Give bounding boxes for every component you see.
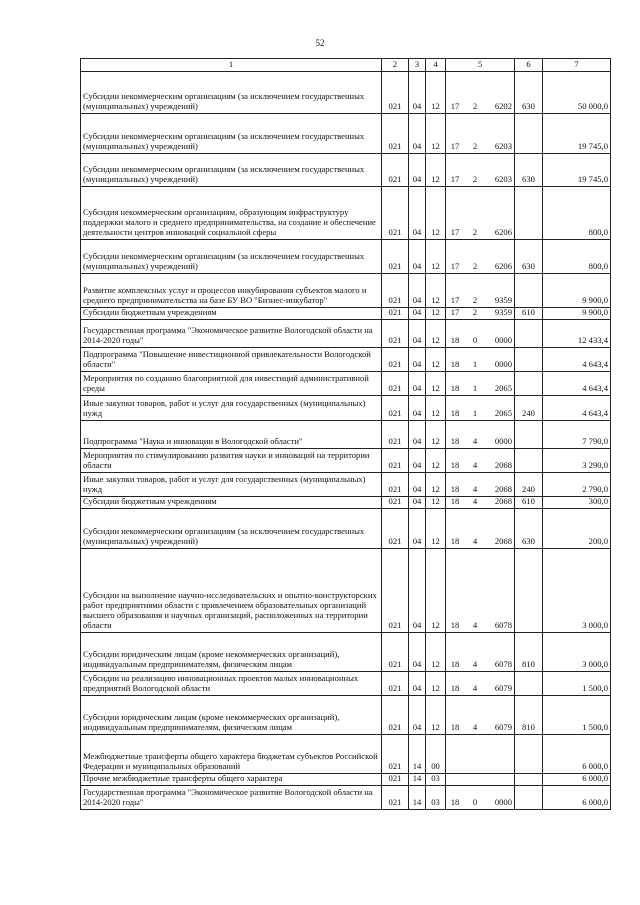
subprogram-code: 0: [472, 335, 478, 346]
table-row: [81, 348, 611, 372]
expense-type-cell: [515, 372, 543, 396]
subsection-code-cell: 12: [426, 497, 446, 509]
subprogram-code: 4: [472, 436, 478, 447]
admin-code-cell: 021: [382, 473, 409, 497]
subprogram-code: 1: [472, 408, 478, 419]
table-row: [81, 773, 611, 785]
budget-table: [80, 58, 611, 810]
target-article-cell: [446, 72, 515, 114]
subprogram-code: 4: [472, 659, 478, 669]
expense-type-cell: [515, 187, 543, 240]
subprogram-code: 1: [472, 359, 478, 370]
admin-code-cell: 021: [382, 274, 409, 308]
direction-code: 2068: [494, 496, 512, 506]
header-cell: 6: [515, 59, 543, 72]
direction-code: 6079: [494, 683, 512, 693]
admin-code-cell: 021: [382, 72, 409, 114]
section-code-cell: 04: [409, 671, 426, 695]
amount-cell: 200,0: [543, 508, 611, 548]
admin-code-cell: 021: [382, 114, 409, 154]
program-code: 18: [450, 335, 460, 346]
target-article-cell: [446, 308, 515, 320]
amount-cell: 3 000,0: [543, 632, 611, 671]
program-code: 17: [450, 141, 460, 152]
subsection-code-cell: 12: [426, 695, 446, 734]
target-article-cell: [446, 348, 515, 372]
expense-type-cell: 810: [515, 632, 543, 671]
row-name-cell: Субсидии некоммерческим организациям (за исключением государственных (муниципальных) учреждений): [81, 240, 382, 274]
table-header-row: [81, 59, 611, 72]
section-code-cell: 04: [409, 240, 426, 274]
row-name-cell: Межбюджетные трансферты общего характера бюджетам субъектов Российской Федерации и муниципальных образований: [81, 734, 382, 773]
program-code: 18: [450, 359, 460, 370]
expense-type-cell: [515, 320, 543, 348]
subsection-code-cell: 12: [426, 187, 446, 240]
header-cell: 2: [382, 59, 409, 72]
subprogram-code: 4: [472, 683, 478, 693]
section-code-cell: 04: [409, 72, 426, 114]
section-code-cell: 04: [409, 632, 426, 671]
target-article-cell: [446, 695, 515, 734]
direction-code: 0000: [494, 796, 512, 807]
table-row: [81, 695, 611, 734]
direction-code: 6202: [494, 101, 512, 112]
admin-code-cell: 021: [382, 548, 409, 632]
amount-cell: 9 900,0: [543, 274, 611, 308]
target-article-cell: [446, 773, 515, 785]
subsection-code-cell: 12: [426, 421, 446, 449]
program-code: 18: [450, 408, 460, 419]
row-name-cell: Субсидии юридическим лицам (кроме некоммерческих организаций), индивидуальным предпринимателям, физическим лицам: [81, 695, 382, 734]
page-number: 52: [315, 38, 325, 48]
section-code-cell: 04: [409, 449, 426, 473]
target-article-cell: [446, 421, 515, 449]
direction-code: 0000: [494, 335, 512, 346]
section-code-cell: 04: [409, 154, 426, 187]
direction-code: 6206: [494, 261, 512, 272]
direction-code: 0000: [494, 359, 512, 370]
amount-cell: 19 745,0: [543, 114, 611, 154]
target-article-cell: [446, 449, 515, 473]
table-row: [81, 396, 611, 421]
row-name-cell: Развитие комплексных услуг и процессов инкубирования субъектов малого и среднего предпринимательства на базе БУ ВО "Бизнес-инкубатор": [81, 274, 382, 308]
row-name-cell: Субсидии некоммерческим организациям (за исключением государственных (муниципальных) учреждений): [81, 114, 382, 154]
subsection-code-cell: 12: [426, 396, 446, 421]
expense-type-cell: 810: [515, 695, 543, 734]
expense-type-cell: [515, 114, 543, 154]
target-article-cell: [446, 320, 515, 348]
target-article-cell: [446, 497, 515, 509]
row-name-cell: Субсидии некоммерческим организациям (за исключением государственных (муниципальных) учреждений): [81, 72, 382, 114]
expense-type-cell: 240: [515, 473, 543, 497]
direction-code: 0000: [494, 436, 512, 447]
amount-cell: 12 433,4: [543, 320, 611, 348]
amount-cell: 6 000,0: [543, 773, 611, 785]
program-code: 18: [450, 659, 460, 669]
target-article-cell: [446, 508, 515, 548]
program-code: 18: [450, 484, 460, 495]
subsection-code-cell: 12: [426, 671, 446, 695]
admin-code-cell: 021: [382, 632, 409, 671]
row-name-cell: Подпрограмма "Наука и инновации в Вологодской области": [81, 421, 382, 449]
program-code: 18: [450, 436, 460, 447]
table-body: [81, 72, 611, 810]
amount-cell: 19 745,0: [543, 154, 611, 187]
admin-code-cell: 021: [382, 695, 409, 734]
table-row: [81, 734, 611, 773]
section-code-cell: 04: [409, 320, 426, 348]
subprogram-code: 0: [472, 796, 478, 807]
target-article-cell: [446, 114, 515, 154]
admin-code-cell: 021: [382, 421, 409, 449]
target-article-cell: [446, 372, 515, 396]
amount-cell: 2 790,0: [543, 473, 611, 497]
table-row: [81, 320, 611, 348]
target-article-cell: [446, 785, 515, 809]
target-article-cell: [446, 240, 515, 274]
expense-type-cell: 630: [515, 72, 543, 114]
subsection-code-cell: 12: [426, 240, 446, 274]
amount-cell: 3 000,0: [543, 548, 611, 632]
program-code: 18: [450, 683, 460, 693]
subprogram-code: 2: [472, 295, 478, 306]
subprogram-code: 1: [472, 383, 478, 394]
subsection-code-cell: 00: [426, 734, 446, 773]
direction-code: 9359: [494, 295, 512, 306]
section-code-cell: 04: [409, 274, 426, 308]
program-code: 18: [450, 722, 460, 732]
admin-code-cell: 021: [382, 449, 409, 473]
subsection-code-cell: 12: [426, 320, 446, 348]
section-code-cell: 04: [409, 508, 426, 548]
amount-cell: 300,0: [543, 497, 611, 509]
expense-type-cell: 630: [515, 240, 543, 274]
program-code: 17: [450, 174, 460, 185]
amount-cell: 800,0: [543, 187, 611, 240]
admin-code-cell: 021: [382, 497, 409, 509]
direction-code: 6203: [494, 174, 512, 185]
amount-cell: 1 500,0: [543, 671, 611, 695]
section-code-cell: 04: [409, 114, 426, 154]
table-row: [81, 154, 611, 187]
row-name-cell: Мероприятия по созданию благоприятной для инвестиций административной среды: [81, 372, 382, 396]
section-code-cell: 04: [409, 695, 426, 734]
target-article-cell: [446, 734, 515, 773]
program-code: 18: [450, 536, 460, 546]
amount-cell: 50 000,0: [543, 72, 611, 114]
program-code: 17: [450, 307, 460, 318]
direction-code: 6079: [494, 722, 512, 732]
expense-type-cell: 610: [515, 308, 543, 320]
row-name-cell: Мероприятия по стимулированию развития науки и инноваций на территории области: [81, 449, 382, 473]
subprogram-code: 2: [472, 261, 478, 272]
row-name-cell: Государственная программа "Экономическое развитие Вологодской области на 2014-2020 годы": [81, 320, 382, 348]
expense-type-cell: [515, 734, 543, 773]
row-name-cell: Иные закупки товаров, работ и услуг для государственных (муниципальных) нужд: [81, 473, 382, 497]
target-article-cell: [446, 154, 515, 187]
target-article-cell: [446, 473, 515, 497]
expense-type-cell: [515, 421, 543, 449]
program-code: 18: [450, 496, 460, 506]
table-row: [81, 671, 611, 695]
target-article-cell: [446, 632, 515, 671]
header-cell: 5: [446, 59, 515, 72]
subsection-code-cell: 03: [426, 785, 446, 809]
admin-code-cell: 021: [382, 187, 409, 240]
subsection-code-cell: 12: [426, 632, 446, 671]
direction-code: 2068: [494, 484, 512, 495]
target-article-cell: [446, 396, 515, 421]
subprogram-code: 2: [472, 307, 478, 318]
subprogram-code: 2: [472, 174, 478, 185]
section-code-cell: 04: [409, 308, 426, 320]
subsection-code-cell: 12: [426, 274, 446, 308]
section-code-cell: 14: [409, 785, 426, 809]
section-code-cell: 04: [409, 348, 426, 372]
expense-type-cell: [515, 671, 543, 695]
admin-code-cell: 021: [382, 372, 409, 396]
subsection-code-cell: 12: [426, 449, 446, 473]
subsection-code-cell: 12: [426, 72, 446, 114]
expense-type-cell: 240: [515, 396, 543, 421]
amount-cell: 800,0: [543, 240, 611, 274]
direction-code: 2065: [494, 408, 512, 419]
subsection-code-cell: 12: [426, 114, 446, 154]
table-row: [81, 497, 611, 509]
table-row: [81, 72, 611, 114]
admin-code-cell: 021: [382, 773, 409, 785]
expense-type-cell: [515, 785, 543, 809]
program-code: 17: [450, 295, 460, 306]
subsection-code-cell: 12: [426, 548, 446, 632]
row-name-cell: Субсидии на выполнение научно-исследовательских и опытно-конструкторских работ предприятиями области с привлечением образовательных организаций высшего образования и научных организаций, расположенных на территории области: [81, 548, 382, 632]
table-row: [81, 421, 611, 449]
section-code-cell: 04: [409, 421, 426, 449]
table-row: [81, 632, 611, 671]
header-cell: 1: [81, 59, 382, 72]
subprogram-code: 4: [472, 722, 478, 732]
table-row: [81, 508, 611, 548]
admin-code-cell: 021: [382, 240, 409, 274]
table-row: [81, 240, 611, 274]
table-row: [81, 785, 611, 809]
subsection-code-cell: 12: [426, 348, 446, 372]
direction-code: 2068: [494, 536, 512, 546]
section-code-cell: 04: [409, 187, 426, 240]
row-name-cell: Субсидии бюджетным учреждениям: [81, 308, 382, 320]
row-name-cell: Прочие межбюджетные трансферты общего характера: [81, 773, 382, 785]
amount-cell: 4 643,4: [543, 396, 611, 421]
subprogram-code: 4: [472, 496, 478, 506]
expense-type-cell: [515, 449, 543, 473]
admin-code-cell: 021: [382, 320, 409, 348]
target-article-cell: [446, 548, 515, 632]
admin-code-cell: 021: [382, 734, 409, 773]
section-code-cell: 04: [409, 473, 426, 497]
expense-type-cell: [515, 348, 543, 372]
expense-type-cell: [515, 773, 543, 785]
subsection-code-cell: 03: [426, 773, 446, 785]
amount-cell: 6 000,0: [543, 734, 611, 773]
table-row: [81, 548, 611, 632]
amount-cell: 4 643,4: [543, 348, 611, 372]
expense-type-cell: 610: [515, 497, 543, 509]
direction-code: 6078: [494, 659, 512, 669]
amount-cell: 6 000,0: [543, 785, 611, 809]
subprogram-code: 4: [472, 536, 478, 546]
admin-code-cell: 021: [382, 508, 409, 548]
program-code: 18: [450, 796, 460, 807]
direction-code: 2065: [494, 383, 512, 394]
direction-code: 6206: [494, 227, 512, 238]
table-row: [81, 187, 611, 240]
amount-cell: 7 790,0: [543, 421, 611, 449]
expense-type-cell: [515, 274, 543, 308]
program-code: 18: [450, 383, 460, 394]
table-row: [81, 308, 611, 320]
table-row: [81, 274, 611, 308]
section-code-cell: 04: [409, 497, 426, 509]
section-code-cell: 04: [409, 548, 426, 632]
row-name-cell: Субсидии на реализацию инновационных проектов малых инновационных предприятий Вологодской области: [81, 671, 382, 695]
row-name-cell: Субсидия некоммерческим организациям, образующим инфраструктуру поддержки малого и среднего предпринимательства, на создание и обеспечение деятельности центров инноваций социальной сферы: [81, 187, 382, 240]
amount-cell: 3 290,0: [543, 449, 611, 473]
subprogram-code: 4: [472, 620, 478, 630]
program-code: 17: [450, 261, 460, 272]
row-name-cell: Субсидии юридическим лицам (кроме некоммерческих организаций), индивидуальным предпринимателям, физическим лицам: [81, 632, 382, 671]
table-row: [81, 372, 611, 396]
expense-type-cell: 630: [515, 508, 543, 548]
subsection-code-cell: 12: [426, 308, 446, 320]
subprogram-code: 2: [472, 101, 478, 112]
table-row: [81, 114, 611, 154]
row-name-cell: Государственная программа "Экономическое развитие Вологодской области на 2014-2020 годы": [81, 785, 382, 809]
table-row: [81, 473, 611, 497]
admin-code-cell: 021: [382, 396, 409, 421]
subprogram-code: 2: [472, 141, 478, 152]
admin-code-cell: 021: [382, 308, 409, 320]
subprogram-code: 4: [472, 484, 478, 495]
row-name-cell: Иные закупки товаров, работ и услуг для государственных (муниципальных) нужд: [81, 396, 382, 421]
header-cell: 4: [426, 59, 446, 72]
row-name-cell: Субсидии некоммерческим организациям (за исключением государственных (муниципальных) учреждений): [81, 508, 382, 548]
subsection-code-cell: 12: [426, 508, 446, 548]
program-code: 18: [450, 620, 460, 630]
subsection-code-cell: 12: [426, 154, 446, 187]
direction-code: 6203: [494, 141, 512, 152]
row-name-cell: Подпрограмма "Повышение инвестиционной привлекательности Вологодской области": [81, 348, 382, 372]
direction-code: 9359: [494, 307, 512, 318]
header-cell: 7: [543, 59, 611, 72]
program-code: 17: [450, 101, 460, 112]
section-code-cell: 04: [409, 396, 426, 421]
program-code: 18: [450, 460, 460, 471]
row-name-cell: Субсидии бюджетным учреждениям: [81, 497, 382, 509]
admin-code-cell: 021: [382, 348, 409, 372]
amount-cell: 9 900,0: [543, 308, 611, 320]
table-row: [81, 449, 611, 473]
section-code-cell: 14: [409, 734, 426, 773]
admin-code-cell: 021: [382, 671, 409, 695]
admin-code-cell: 021: [382, 785, 409, 809]
header-cell: 3: [409, 59, 426, 72]
amount-cell: 4 643,4: [543, 372, 611, 396]
section-code-cell: 14: [409, 773, 426, 785]
admin-code-cell: 021: [382, 154, 409, 187]
target-article-cell: [446, 274, 515, 308]
program-code: 17: [450, 227, 460, 238]
target-article-cell: [446, 187, 515, 240]
expense-type-cell: 630: [515, 154, 543, 187]
subsection-code-cell: 12: [426, 372, 446, 396]
direction-code: 2068: [494, 460, 512, 471]
row-name-cell: Субсидии некоммерческим организациям (за исключением государственных (муниципальных) учреждений): [81, 154, 382, 187]
expense-type-cell: [515, 548, 543, 632]
section-code-cell: 04: [409, 372, 426, 396]
amount-cell: 1 500,0: [543, 695, 611, 734]
target-article-cell: [446, 671, 515, 695]
direction-code: 6078: [494, 620, 512, 630]
subprogram-code: 4: [472, 460, 478, 471]
subsection-code-cell: 12: [426, 473, 446, 497]
subprogram-code: 2: [472, 227, 478, 238]
